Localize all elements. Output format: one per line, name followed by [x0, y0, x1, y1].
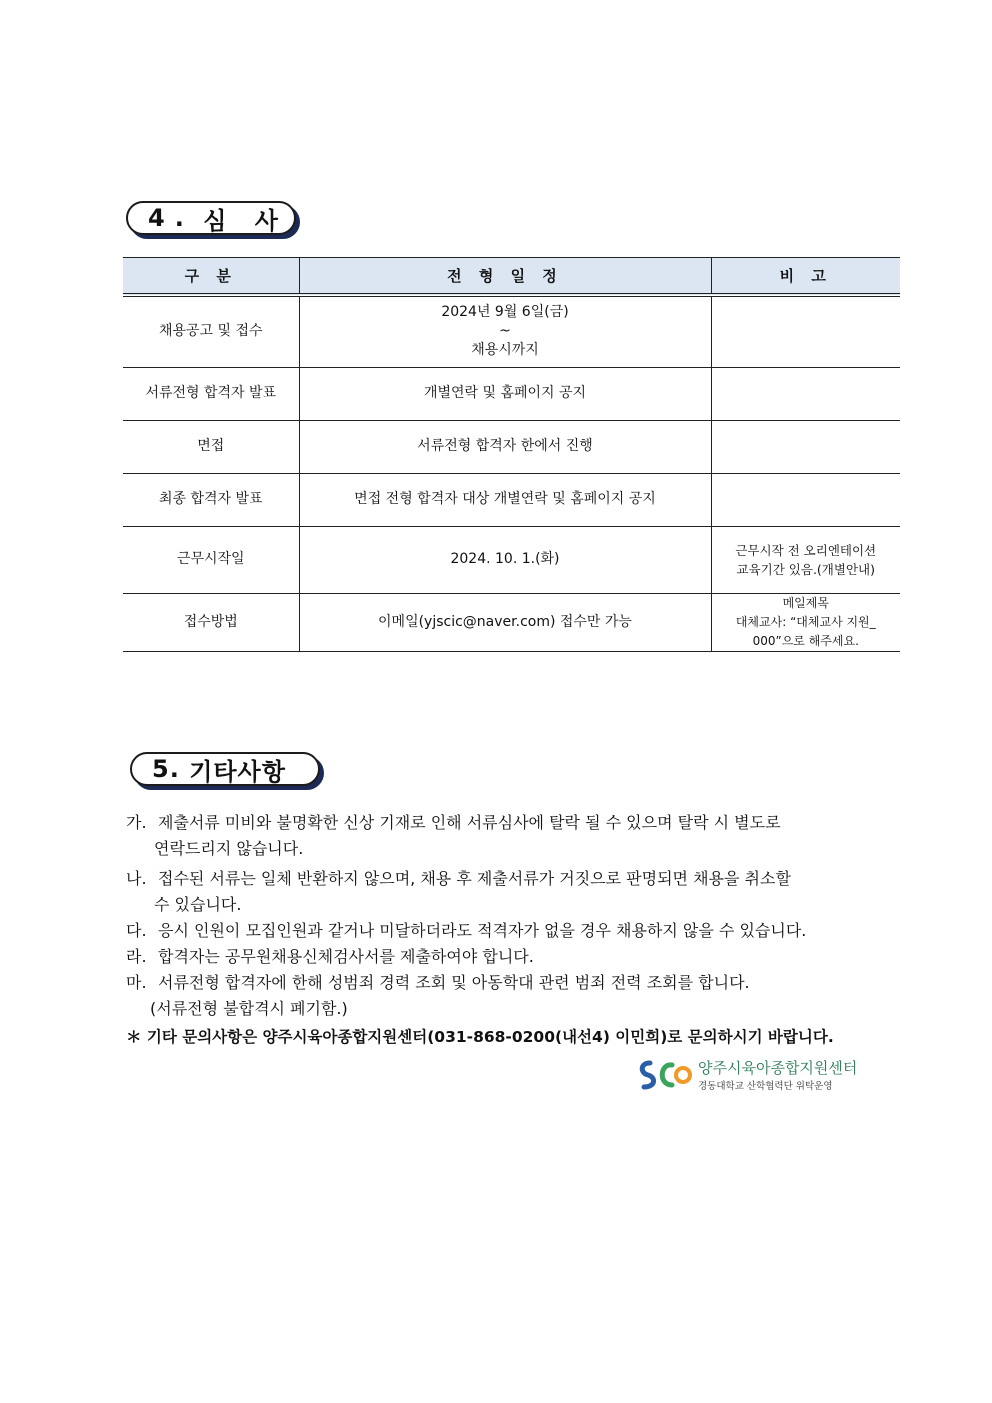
list-item	[126, 810, 886, 836]
note-continuation: 수 있습니다.	[154, 895, 242, 914]
row-note	[711, 526, 900, 593]
table-row	[123, 420, 900, 473]
schedule-tilde: ~	[499, 323, 511, 340]
table-header-row	[123, 258, 900, 296]
header-schedule: 전 형 일 정	[299, 258, 711, 296]
list-item	[126, 944, 886, 970]
row-category: 채용공고 및 접수	[123, 295, 299, 367]
row-note	[711, 473, 900, 526]
notes-list	[126, 810, 886, 1050]
note-line: 메일제목	[782, 595, 829, 610]
section-4-number: 4.	[148, 204, 194, 232]
list-item	[126, 918, 886, 944]
list-item	[126, 866, 886, 892]
note-marker: 마.	[126, 973, 147, 992]
row-schedule: 면접 전형 합격자 대상 개별연락 및 홈페이지 공지	[299, 473, 711, 526]
table-row	[123, 367, 900, 420]
note-text: 응시 인원이 모집인원과 같거나 미달하더라도 적격자가 없을 경우 채용하지 않을 수 있습니다.	[158, 921, 807, 940]
note-text: 합격자는 공무원채용신체검사서를 제출하여야 합니다.	[158, 947, 534, 966]
note-text: 서류전형 합격자에 한해 성범죄 경력 조회 및 아동학대 관련 범죄 전력 조회를 합니다.	[158, 973, 750, 992]
schedule-until: 채용시까지	[471, 342, 539, 359]
note-line: 000”으로 해주세요.	[752, 633, 859, 648]
row-note	[711, 295, 900, 367]
table-row	[123, 526, 900, 593]
row-category: 최종 합격자 발표	[123, 473, 299, 526]
table-row	[123, 593, 900, 651]
center-operator: 경동대학교 산학협력단 위탁운영	[698, 1081, 833, 1092]
note-marker: 나.	[126, 869, 147, 888]
note-marker: 다.	[126, 921, 147, 940]
header-category: 구 분	[123, 258, 299, 296]
center-logo	[636, 1057, 876, 1093]
schedule-date: 2024년 9월 6일(금)	[441, 304, 569, 321]
note-text: 제출서류 미비와 불명확한 신상 기재로 인해 서류심사에 탈락 될 수 있으며 탈락 시 별도로	[158, 813, 781, 832]
section-4-label: 심 사	[203, 206, 288, 235]
table-row	[123, 473, 900, 526]
center-name: 양주시육아종합지원센터	[698, 1059, 858, 1077]
section-4-title	[126, 201, 296, 235]
note-line: 대체교사: “대체교사 지원_	[735, 614, 876, 629]
list-item	[126, 970, 886, 996]
note-line: 교육기간 있음.(개별안내)	[736, 561, 875, 577]
note-marker: 라.	[126, 947, 147, 966]
note-continuation: 연락드리지 않습니다.	[154, 839, 304, 858]
row-schedule	[299, 295, 711, 367]
row-note	[711, 367, 900, 420]
row-category: 면접	[123, 420, 299, 473]
schedule-table	[123, 257, 900, 652]
row-schedule: 이메일(yjscic@naver.com) 접수만 가능	[299, 593, 711, 651]
row-schedule: 서류전형 합격자 한에서 진행	[299, 420, 711, 473]
note-marker: 가.	[126, 813, 147, 832]
note-text: 접수된 서류는 일체 반환하지 않으며, 채용 후 제출서류가 거짓으로 판명되면 채용을 취소할	[158, 869, 791, 888]
header-note: 비 고	[711, 258, 900, 296]
note-continuation: (서류전형 불합격시 폐기함.)	[150, 999, 348, 1018]
table-row	[123, 295, 900, 367]
row-category: 근무시작일	[123, 526, 299, 593]
note-line: 근무시작 전 오리엔테이션	[735, 542, 877, 558]
section-5-number: 5.	[152, 755, 180, 783]
contact-note: ＊ 기타 문의사항은 양주시육아종합지원센터(031-868-0200(내선4) 이민희)로 문의하시기 바랍니다.	[126, 1028, 834, 1046]
row-schedule: 개별연락 및 홈페이지 공지	[299, 367, 711, 420]
row-schedule: 2024. 10. 1.(화)	[299, 526, 711, 593]
center-emblem-icon	[636, 1057, 694, 1093]
row-note	[711, 420, 900, 473]
section-5-title	[130, 752, 320, 786]
row-note	[711, 593, 900, 651]
row-category: 접수방법	[123, 593, 299, 651]
row-category: 서류전형 합격자 발표	[123, 367, 299, 420]
section-5-label: 기타사항	[189, 757, 286, 786]
